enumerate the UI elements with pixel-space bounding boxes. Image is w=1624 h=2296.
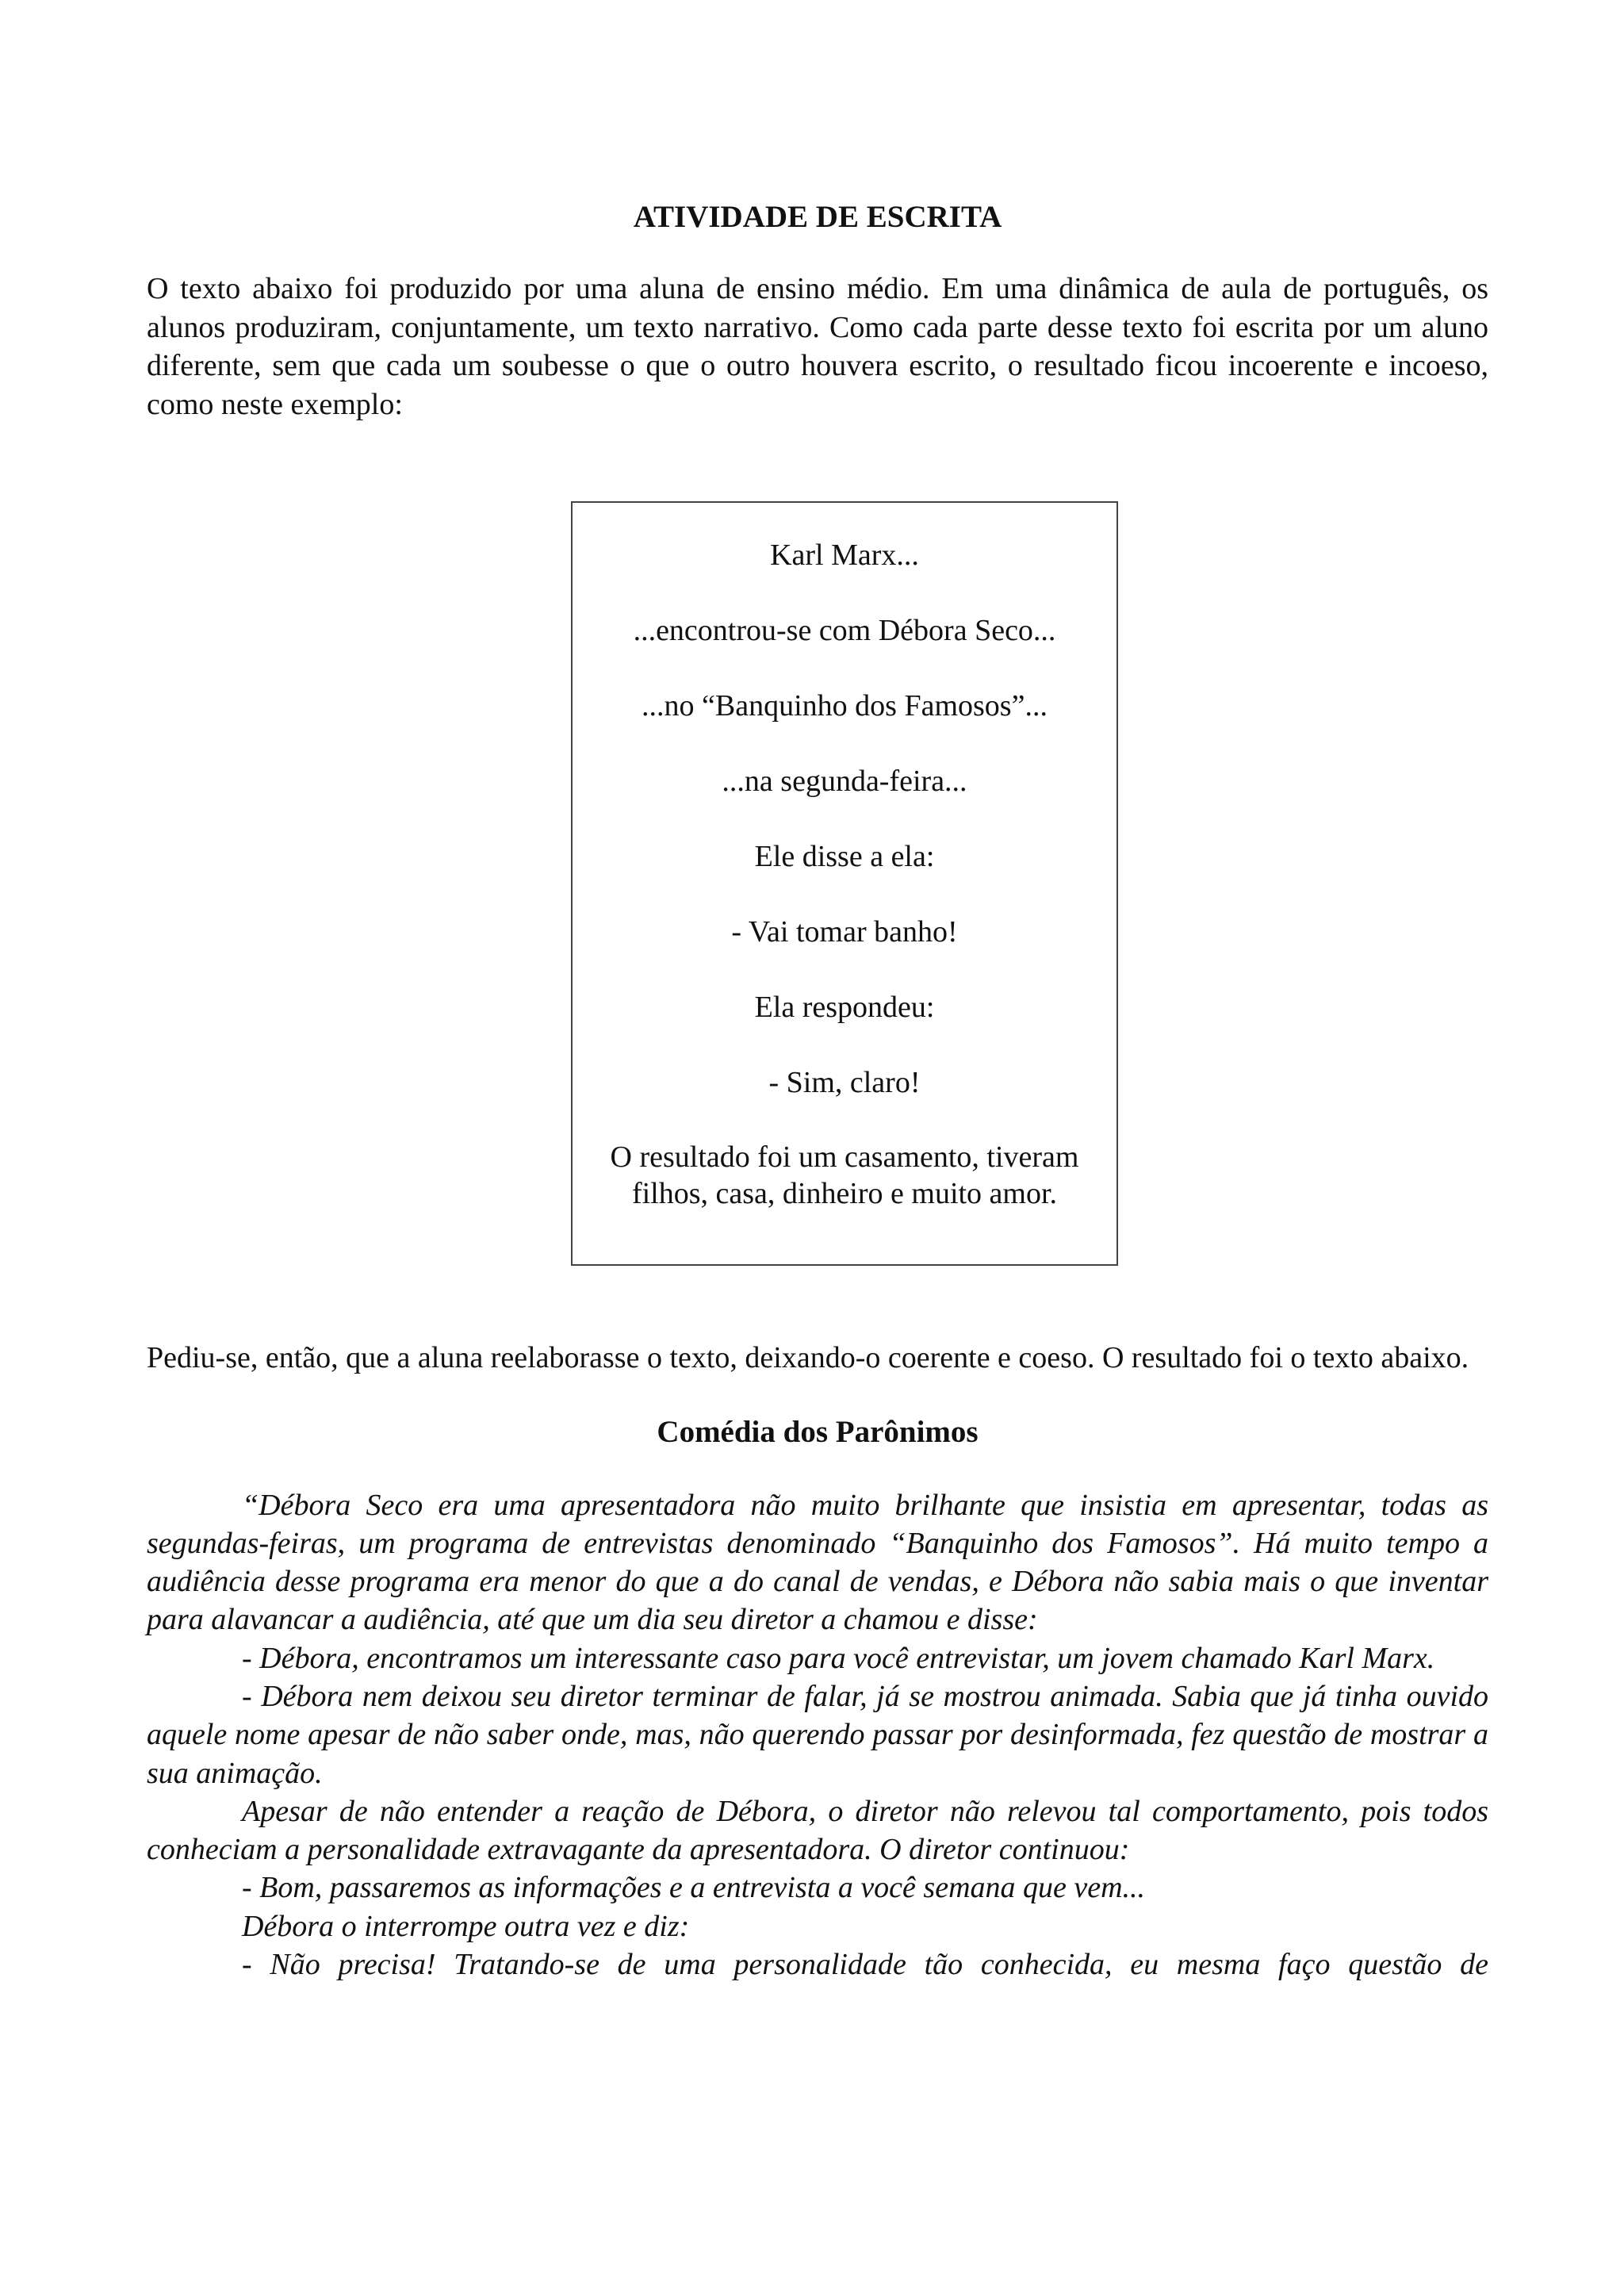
story-paragraph: Débora o interrompe outra vez e diz: [242, 1909, 690, 1943]
story-paragraph: Apesar de não entender a reação de Débora, o diretor não relevou tal comportamento, pois todos conheciam a personalidade extravagante da apresentadora. O diretor continuou: [147, 1794, 1488, 1867]
story-title: Comédia dos Parônimos [657, 1414, 979, 1449]
story-paragraph: - Débora nem deixou seu diretor terminar de falar, já se mostrou animada. Sabia que já tinha ouvido aquele nome apesar de não saber onde, mas, não querendo passar por desinformada, fez questão de mostrar a sua animação. [147, 1679, 1488, 1790]
example-line: - Vai tomar banho! [731, 915, 958, 949]
example-line: Ele disse a ela: [754, 840, 935, 873]
example-closing-line: filhos, casa, dinheiro e muito amor. [631, 1177, 1058, 1210]
example-line: ...no “Banquinho dos Famosos”... [642, 689, 1048, 723]
document-title: ATIVIDADE DE ESCRITA [633, 200, 1002, 234]
example-line: ...encontrou-se com Débora Seco... [633, 614, 1056, 647]
example-line: Karl Marx... [770, 539, 919, 572]
story-body [147, 1486, 1488, 1984]
example-line: ...na segunda-feira... [722, 765, 967, 798]
story-paragraph: - Débora, encontramos um interessante caso para você entrevistar, um jovem chamado Karl Marx. [242, 1641, 1435, 1675]
document-page [147, 198, 1488, 1982]
story-paragraph: - Bom, passaremos as informações e a entrevista a você semana que vem... [242, 1871, 1146, 1905]
lower-section [147, 1339, 1488, 1984]
after-box-paragraph: Pediu-se, então, que a aluna reelaborasse o texto, deixando-o coerente e coeso. O resultado foi o texto abaixo. [147, 1341, 1469, 1374]
example-closing-line: O resultado foi um casamento, tiveram [610, 1140, 1079, 1174]
example-line: Ela respondeu: [754, 991, 935, 1024]
story-paragraph: “Débora Seco era uma apresentadora não muito brilhante que insistia em apresentar, todas as segundas-feiras, um programa de entrevistas denominado “Banquinho dos Famosos”. Há muito tempo a audiência desse programa era menor do que a do canal de vendas, e Débora não sabia mais o que inventar para alavancar a audiência, até que um dia seu diretor a chamou e disse: [147, 1488, 1488, 1637]
example-text-box [571, 501, 1118, 1266]
example-line: - Sim, claro! [768, 1066, 921, 1099]
story-paragraph: - Não precisa! Tratando-se de uma personalidade tão conhecida, eu mesma faço questão de [242, 1948, 1488, 1982]
intro-paragraph: O texto abaixo foi produzido por uma aluna de ensino médio. Em uma dinâmica de aula de português, os alunos produziram, conjuntamente, um texto narrativo. Como cada parte desse texto foi escrita por um aluno diferente, sem que cada um soubesse o que o outro houvera escrito, o resultado ficou incoerente e incoeso, como neste exemplo: [147, 272, 1488, 421]
